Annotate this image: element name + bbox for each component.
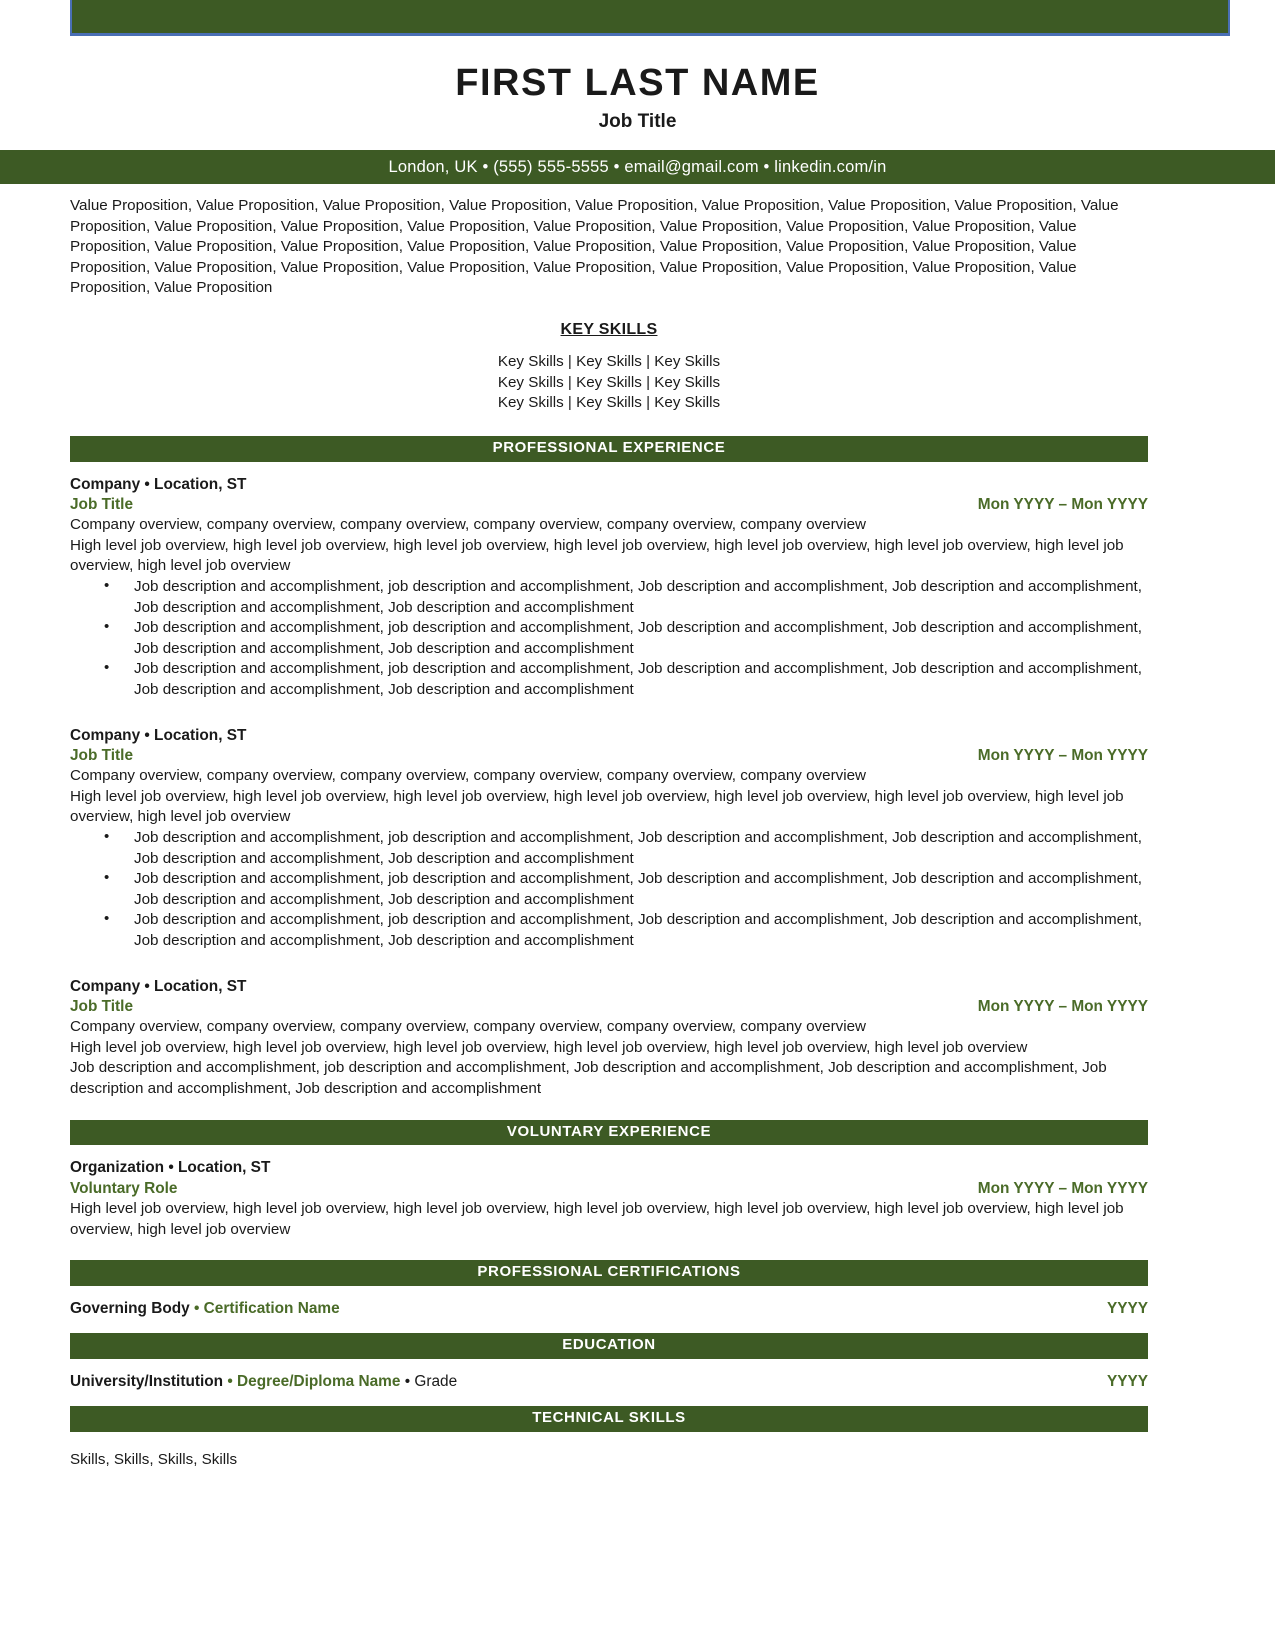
section-header-technical-skills: TECHNICAL SKILLS bbox=[70, 1406, 1148, 1432]
contact-line: London, UK • (555) 555-5555 • email@gmail.com • linkedin.com/in bbox=[388, 157, 887, 176]
voluntary-role-row bbox=[70, 1179, 1148, 1199]
voluntary-organization: Organization • Location, ST bbox=[70, 1159, 271, 1177]
list-item: • Job description and accomplishment, job description and accomplishment, Job description and accomplishment, Job description and accomplishment, Job description and accomplishment, Job description and accomplishment bbox=[104, 618, 1148, 659]
section-header-professional-certifications: PROFESSIONAL CERTIFICATIONS bbox=[70, 1260, 1148, 1286]
technical-skills-list: Skills, Skills, Skills, Skills bbox=[70, 1451, 238, 1469]
experience-bullet-list bbox=[70, 577, 1148, 701]
key-skills-list bbox=[70, 352, 1148, 414]
experience-company-overview: Company overview, company overview, company overview, company overview, company overview, company overview bbox=[70, 1018, 867, 1036]
experience-high-level-overview: High level job overview, high level job overview, high level job overview, high level job overview, high level job overview, high level job overview, high level job overview, high level job overview bbox=[70, 536, 1124, 575]
section-header-professional-experience: PROFESSIONAL EXPERIENCE bbox=[70, 436, 1148, 462]
voluntary-entry bbox=[70, 1158, 1148, 1240]
experience-description: Job description and accomplishment, job description and accomplishment, Job description and accomplishment, Job description and accomplishment, Job description and accomplishment, Job description and accomplishment bbox=[70, 1059, 1107, 1097]
section-header-voluntary-experience: VOLUNTARY EXPERIENCE bbox=[70, 1120, 1148, 1146]
voluntary-high-level-overview: High level job overview, high level job overview, high level job overview, high level job overview, high level job overview, high level job overview, high level job overview, high level job overview bbox=[70, 1200, 1124, 1238]
experience-company: Company • Location, ST bbox=[70, 475, 247, 493]
experience-role: Job Title bbox=[70, 746, 133, 764]
certification-year: YYYY bbox=[1106, 1300, 1148, 1318]
list-item: • Job description and accomplishment, job description and accomplishment, Job description and accomplishment, Job description and accomplishment, Job description and accomplishment, Job description and accomplishment bbox=[104, 577, 1148, 618]
experience-company: Company • Location, ST bbox=[70, 726, 247, 744]
experience-company-overview: Company overview, company overview, company overview, company overview, company overview, company overview bbox=[70, 767, 867, 785]
section-header-education: EDUCATION bbox=[70, 1333, 1148, 1359]
experience-bullet-list bbox=[70, 828, 1148, 952]
experience-high-level-overview: High level job overview, high level job overview, high level job overview, high level job overview, high level job overview, high level job overview, high level job overview, high level job overview bbox=[70, 787, 1124, 826]
list-item: • Job description and accomplishment, job description and accomplishment, Job description and accomplishment, Job description and accomplishment, Job description and accomplishment, Job description and accomplishment bbox=[104, 869, 1148, 910]
education-row bbox=[70, 1372, 1148, 1392]
experience-entry bbox=[70, 475, 1148, 701]
experience-dates: Mon YYYY – Mon YYYY bbox=[977, 495, 1148, 513]
education-degree: • Degree/Diploma Name bbox=[227, 1373, 401, 1391]
experience-role-row bbox=[70, 495, 1148, 515]
experience-company-overview: Company overview, company overview, company overview, company overview, company overview, company overview bbox=[70, 516, 867, 534]
certification-governing-body: Governing Body bbox=[70, 1300, 190, 1318]
key-skills-section bbox=[70, 321, 1148, 414]
experience-role: Job Title bbox=[70, 495, 133, 513]
experience-role: Job Title bbox=[70, 997, 133, 1015]
resume-content bbox=[70, 196, 1148, 1471]
voluntary-role: Voluntary Role bbox=[70, 1179, 178, 1197]
header-job-title: Job Title bbox=[598, 110, 677, 132]
key-skills-heading: KEY SKILLS bbox=[560, 320, 658, 338]
education-year: YYYY bbox=[1106, 1373, 1148, 1391]
key-skills-line-1: Key Skills | Key Skills | Key Skills bbox=[497, 352, 721, 370]
key-skills-line-2: Key Skills | Key Skills | Key Skills bbox=[497, 373, 721, 391]
page-title: FIRST LAST NAME bbox=[455, 62, 820, 104]
experience-role-row bbox=[70, 997, 1148, 1017]
contact-bar bbox=[0, 150, 1275, 184]
education-grade: • Grade bbox=[404, 1373, 458, 1391]
list-item: • Job description and accomplishment, job description and accomplishment, Job description and accomplishment, Job description and accomplishment, Job description and accomplishment, Job description and accomplishment bbox=[104, 659, 1148, 700]
experience-entry bbox=[70, 977, 1148, 1100]
top-decorative-banner bbox=[70, 0, 1230, 36]
name-header bbox=[0, 62, 1275, 133]
experience-dates: Mon YYYY – Mon YYYY bbox=[977, 997, 1148, 1015]
experience-entry bbox=[70, 726, 1148, 952]
voluntary-dates: Mon YYYY – Mon YYYY bbox=[977, 1179, 1148, 1197]
experience-dates: Mon YYYY – Mon YYYY bbox=[977, 746, 1148, 764]
list-item: • Job description and accomplishment, job description and accomplishment, Job description and accomplishment, Job description and accomplishment, Job description and accomplishment, Job description and accomplishment bbox=[104, 910, 1148, 951]
value-proposition: Value Proposition, Value Proposition, Value Proposition, Value Proposition, Value Proposition, Value Proposition, Value Proposition, Value Proposition, Value Proposition, Value Proposition, Value Proposition, Value Proposition, Value Proposition, Value Proposition, Value Proposition, Value Proposition, Value Proposition, Value Proposition, Value Proposition, Value Proposition, Value Proposition, Value Proposition, Value Proposition, Value Proposition, Value Proposition, Value Proposition, Value Proposition, Value Proposition, Value Proposition, Value Proposition, Value Proposition, Value Proposition, Value Proposition, Value Proposition bbox=[70, 197, 1119, 297]
list-item: • Job description and accomplishment, job description and accomplishment, Job description and accomplishment, Job description and accomplishment, Job description and accomplishment, Job description and accomplishment bbox=[104, 828, 1148, 869]
certification-name: • Certification Name bbox=[194, 1300, 340, 1318]
experience-role-row bbox=[70, 746, 1148, 766]
key-skills-line-3: Key Skills | Key Skills | Key Skills bbox=[497, 394, 721, 412]
education-text bbox=[70, 1372, 457, 1392]
certification-row bbox=[70, 1299, 1148, 1319]
certification-text bbox=[70, 1299, 340, 1319]
experience-company: Company • Location, ST bbox=[70, 977, 247, 995]
experience-high-level-overview: High level job overview, high level job overview, high level job overview, high level job overview, high level job overview, high level job overview bbox=[70, 1038, 1028, 1056]
education-institution: University/Institution bbox=[70, 1373, 224, 1391]
